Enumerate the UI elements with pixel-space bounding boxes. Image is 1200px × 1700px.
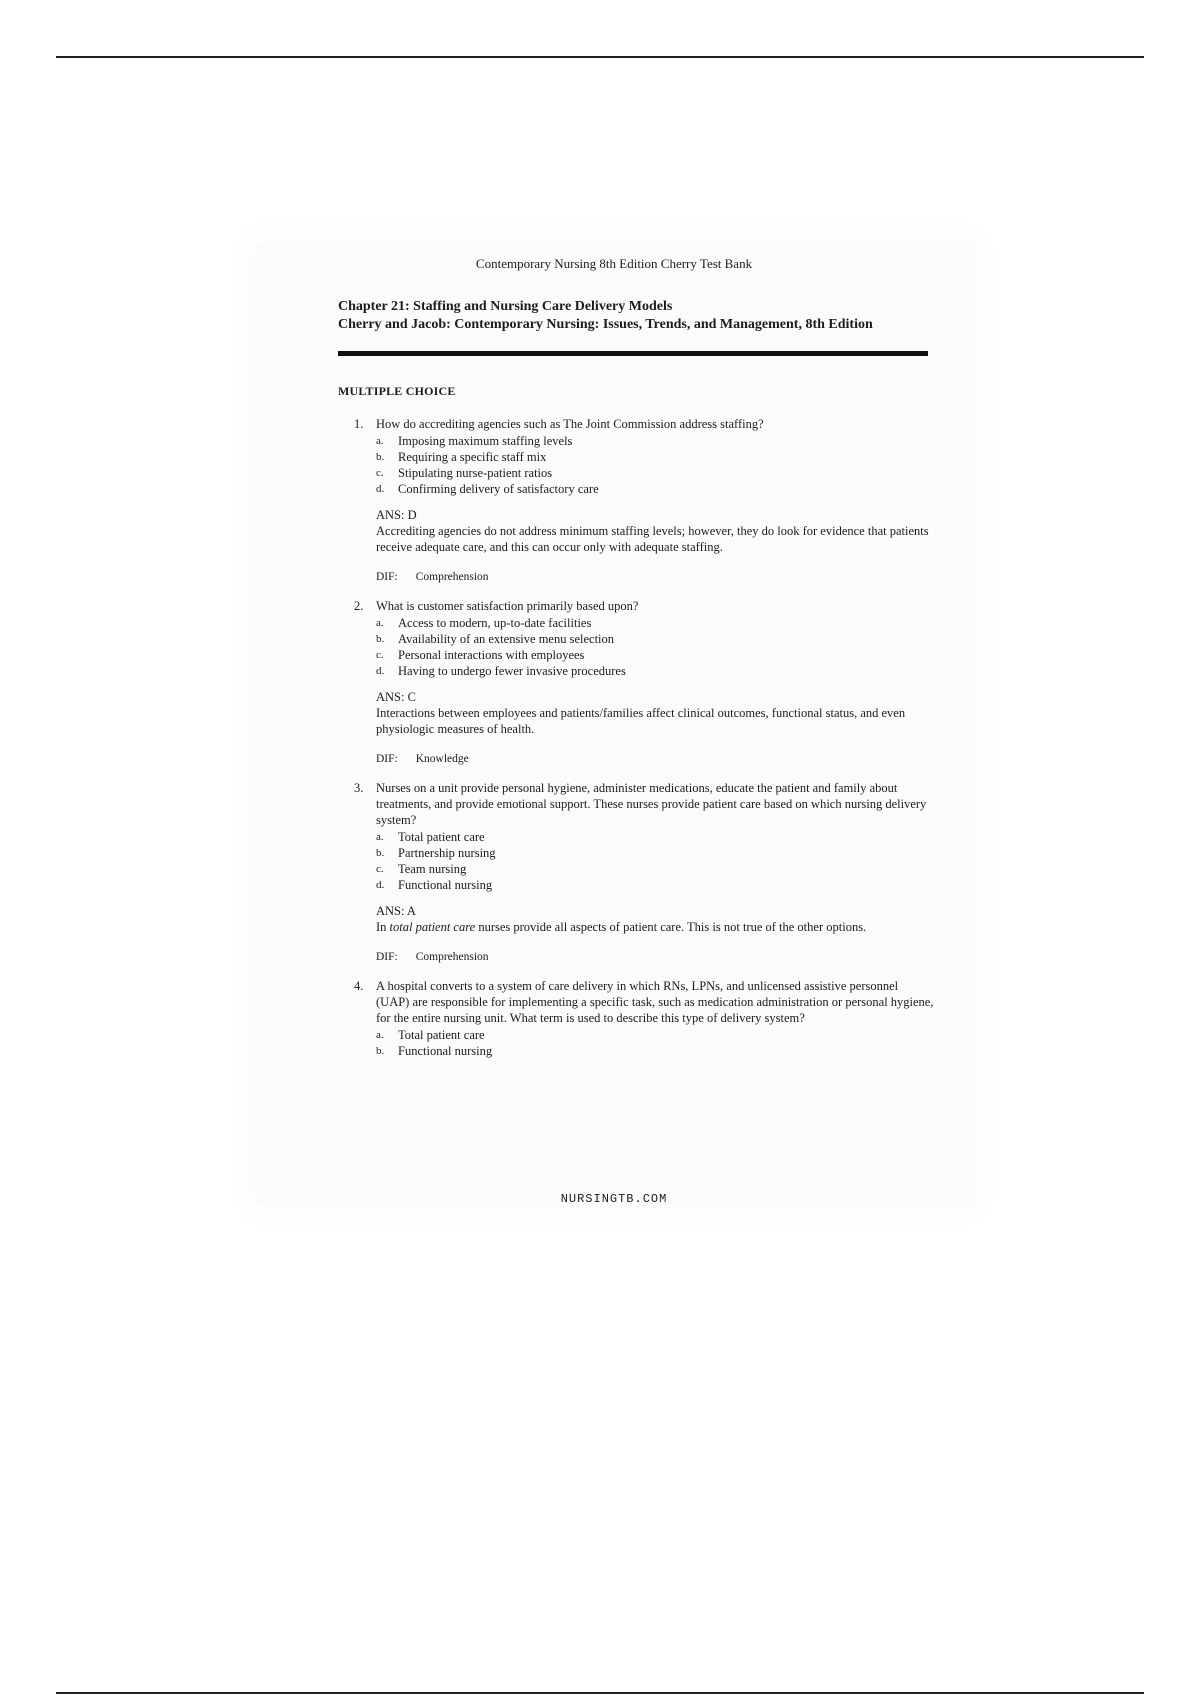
chapter-title-line-2: Cherry and Jacob: Contemporary Nursing: Issues, Trends, and Management, 8th Edition bbox=[338, 317, 873, 332]
rationale-emphasis: total patient care bbox=[389, 920, 476, 934]
document-page bbox=[256, 244, 972, 1204]
option-item bbox=[376, 433, 934, 449]
question-4 bbox=[354, 978, 934, 1059]
difficulty-line bbox=[376, 569, 934, 585]
option-list bbox=[376, 829, 934, 893]
option-letter: b. bbox=[376, 633, 385, 645]
question-stem: What is customer satisfaction primarily based upon? bbox=[376, 599, 639, 613]
option-text: Availability of an extensive menu selection bbox=[398, 632, 615, 646]
option-item bbox=[376, 829, 934, 845]
option-text: Requiring a specific staff mix bbox=[398, 450, 547, 464]
option-list bbox=[376, 433, 934, 497]
difficulty-value: Comprehension bbox=[415, 571, 489, 583]
difficulty-label: DIF: bbox=[376, 951, 398, 963]
option-text: Access to modern, up-to-date facilities bbox=[398, 616, 592, 630]
option-letter: c. bbox=[376, 863, 384, 875]
chapter-title bbox=[338, 298, 928, 334]
option-item bbox=[376, 647, 934, 663]
option-letter: c. bbox=[376, 467, 384, 479]
option-item bbox=[376, 465, 934, 481]
option-text: Confirming delivery of satisfactory care bbox=[398, 482, 599, 496]
difficulty-line bbox=[376, 751, 934, 767]
answer-rationale bbox=[376, 919, 934, 935]
question-number: 1. bbox=[354, 417, 364, 431]
option-letter: b. bbox=[376, 451, 385, 463]
answer-key: ANS: C bbox=[376, 690, 416, 704]
option-text: Partnership nursing bbox=[398, 846, 496, 860]
bottom-rule bbox=[56, 1692, 1144, 1694]
answer-key: ANS: A bbox=[376, 904, 416, 918]
option-letter: a. bbox=[376, 435, 384, 447]
rationale-suffix: nurses provide all aspects of patient care. This is not true of the other options. bbox=[475, 920, 867, 934]
question-stem: A hospital converts to a system of care delivery in which RNs, LPNs, and unlicensed assistive personnel (UAP) are responsible for implementing a specific task, such as medication administration or personal hygiene, for the entire nursing unit. What term is used to describe this type of delivery system? bbox=[376, 979, 934, 1025]
option-item bbox=[376, 449, 934, 465]
option-letter: a. bbox=[376, 831, 384, 843]
difficulty-label: DIF: bbox=[376, 571, 398, 583]
option-text: Total patient care bbox=[398, 1028, 485, 1042]
option-text: Team nursing bbox=[398, 862, 467, 876]
chapter-title-line-1: Chapter 21: Staffing and Nursing Care Delivery Models bbox=[338, 299, 673, 314]
option-list bbox=[376, 615, 934, 679]
option-item bbox=[376, 481, 934, 497]
option-letter: a. bbox=[376, 1029, 384, 1041]
answer-rationale: Accrediting agencies do not address minimum staffing levels; however, they do look for evidence that patients receive adequate care, and this can occur only with adequate staffing. bbox=[376, 524, 929, 554]
option-item bbox=[376, 615, 934, 631]
rationale-prefix: In bbox=[376, 920, 390, 934]
option-letter: d. bbox=[376, 879, 385, 891]
answer-key: ANS: D bbox=[376, 508, 417, 522]
footer-site-name: NURSINGTB.COM bbox=[560, 1192, 668, 1206]
option-item bbox=[376, 861, 934, 877]
option-text: Stipulating nurse-patient ratios bbox=[398, 466, 553, 480]
difficulty-value: Comprehension bbox=[415, 951, 489, 963]
option-item bbox=[376, 877, 934, 893]
option-text: Functional nursing bbox=[398, 1044, 493, 1058]
running-head: Contemporary Nursing 8th Edition Cherry Test Bank bbox=[475, 256, 753, 271]
option-item bbox=[376, 845, 934, 861]
option-item bbox=[376, 1043, 934, 1059]
option-text: Imposing maximum staffing levels bbox=[398, 434, 573, 448]
question-1 bbox=[354, 416, 934, 585]
option-text: Functional nursing bbox=[398, 878, 493, 892]
option-letter: a. bbox=[376, 617, 384, 629]
question-number: 2. bbox=[354, 599, 364, 613]
question-stem: How do accrediting agencies such as The Joint Commission address staffing? bbox=[376, 417, 764, 431]
option-letter: d. bbox=[376, 483, 385, 495]
chapter-rule bbox=[338, 351, 928, 356]
answer-rationale: Interactions between employees and patients/families affect clinical outcomes, functional status, and even physiologic measures of health. bbox=[376, 706, 906, 736]
question-stem: Nurses on a unit provide personal hygiene, administer medications, educate the patient and family about treatments, and provide emotional support. These nurses provide patient care based on which nursing delivery system? bbox=[376, 781, 927, 827]
question-number: 4. bbox=[354, 979, 364, 993]
question-number: 3. bbox=[354, 781, 364, 795]
top-rule bbox=[56, 56, 1144, 58]
option-text: Having to undergo fewer invasive procedures bbox=[398, 664, 626, 678]
option-letter: d. bbox=[376, 665, 385, 677]
difficulty-label: DIF: bbox=[376, 753, 398, 765]
option-letter: c. bbox=[376, 649, 384, 661]
option-item bbox=[376, 1027, 934, 1043]
section-heading: MULTIPLE CHOICE bbox=[338, 384, 456, 398]
option-item bbox=[376, 631, 934, 647]
option-letter: b. bbox=[376, 847, 385, 859]
question-3 bbox=[354, 780, 934, 965]
question-list bbox=[354, 416, 934, 1072]
difficulty-value: Knowledge bbox=[415, 753, 469, 765]
option-text: Total patient care bbox=[398, 830, 485, 844]
option-text: Personal interactions with employees bbox=[398, 648, 585, 662]
option-letter: b. bbox=[376, 1045, 385, 1057]
difficulty-line bbox=[376, 949, 934, 965]
option-item bbox=[376, 663, 934, 679]
option-list bbox=[376, 1027, 934, 1059]
question-2 bbox=[354, 598, 934, 767]
